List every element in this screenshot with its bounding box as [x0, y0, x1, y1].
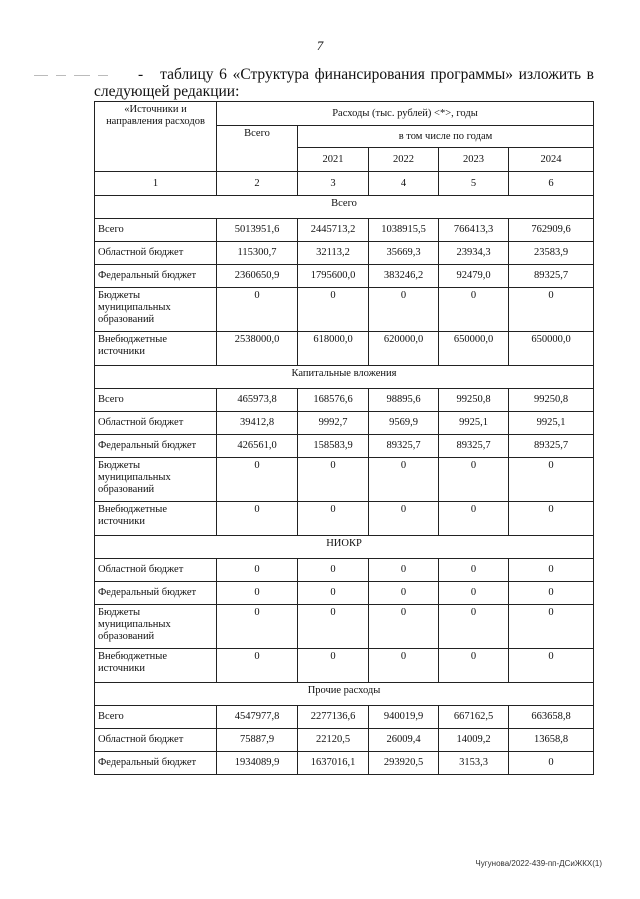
- cell-value: 22120,5: [298, 729, 369, 752]
- cell-value: 89325,7: [509, 265, 594, 288]
- cell-value: 2538000,0: [217, 332, 298, 366]
- cell-value: 0: [298, 605, 369, 649]
- cell-value: 9569,9: [369, 412, 439, 435]
- row-label: Внебюджетные источники: [95, 502, 217, 536]
- cell-value: 158583,9: [298, 435, 369, 458]
- cell-value: 0: [509, 502, 594, 536]
- cell-value: 383246,2: [369, 265, 439, 288]
- cell-value: 0: [439, 605, 509, 649]
- cell-value: 0: [509, 582, 594, 605]
- cell-value: 650000,0: [509, 332, 594, 366]
- section-title: Всего: [95, 196, 594, 219]
- cell-value: 0: [369, 605, 439, 649]
- cell-value: 0: [217, 649, 298, 683]
- cell-value: 667162,5: [439, 706, 509, 729]
- cell-value: 0: [439, 582, 509, 605]
- table-row: [95, 752, 594, 775]
- column-number: 4: [369, 172, 439, 196]
- intro-line-1: [94, 66, 594, 83]
- cell-value: 1934089,9: [217, 752, 298, 775]
- intro-dash: -: [138, 66, 144, 83]
- cell-value: 75887,9: [217, 729, 298, 752]
- cell-value: 99250,8: [509, 389, 594, 412]
- cell-value: 0: [217, 605, 298, 649]
- section-title: НИОКР: [95, 536, 594, 559]
- cell-value: 293920,5: [369, 752, 439, 775]
- cell-value: 89325,7: [369, 435, 439, 458]
- column-number: 1: [95, 172, 217, 196]
- header-total: Всего: [217, 126, 298, 172]
- table-row: [95, 219, 594, 242]
- cell-value: 9992,7: [298, 412, 369, 435]
- table-row: [95, 605, 594, 649]
- cell-value: 465973,8: [217, 389, 298, 412]
- cell-value: 0: [217, 559, 298, 582]
- row-label: Федеральный бюджет: [95, 582, 217, 605]
- cell-value: 2360650,9: [217, 265, 298, 288]
- column-number: 3: [298, 172, 369, 196]
- cell-value: 0: [298, 502, 369, 536]
- table-row: [95, 729, 594, 752]
- document-footer: Чугунова/2022-439-пп-ДСиЖКХ(1): [475, 859, 602, 868]
- table-row: [95, 502, 594, 536]
- cell-value: 0: [298, 458, 369, 502]
- cell-value: 99250,8: [439, 389, 509, 412]
- page-number: 7: [316, 38, 324, 53]
- cell-value: 89325,7: [439, 435, 509, 458]
- row-label: Всего: [95, 706, 217, 729]
- cell-value: 0: [439, 502, 509, 536]
- intro-paragraph: [94, 66, 594, 100]
- cell-value: 92479,0: [439, 265, 509, 288]
- table-row: [95, 559, 594, 582]
- cell-value: 618000,0: [298, 332, 369, 366]
- table-row: [95, 389, 594, 412]
- cell-value: 4547977,8: [217, 706, 298, 729]
- row-label: Областной бюджет: [95, 412, 217, 435]
- cell-value: 35669,3: [369, 242, 439, 265]
- cell-value: 0: [298, 582, 369, 605]
- cell-value: 0: [298, 649, 369, 683]
- cell-value: 0: [439, 458, 509, 502]
- cell-value: 98895,6: [369, 389, 439, 412]
- table-row: [95, 582, 594, 605]
- header-expenses: Расходы (тыс. рублей) <*>, годы: [217, 102, 594, 126]
- row-label: Бюджеты муниципальных образований: [95, 605, 217, 649]
- cell-value: 0: [369, 582, 439, 605]
- cell-value: 0: [298, 559, 369, 582]
- cell-value: 0: [217, 288, 298, 332]
- cell-value: 9925,1: [439, 412, 509, 435]
- row-label: Бюджеты муниципальных образований: [95, 288, 217, 332]
- cell-value: 0: [369, 649, 439, 683]
- cell-value: 0: [509, 605, 594, 649]
- cell-value: 0: [217, 502, 298, 536]
- table-row: [95, 332, 594, 366]
- cell-value: 26009,4: [369, 729, 439, 752]
- cell-value: 762909,6: [509, 219, 594, 242]
- row-label: Областной бюджет: [95, 729, 217, 752]
- table-row: [95, 265, 594, 288]
- intro-line-2: следующей редакции:: [94, 83, 240, 100]
- cell-value: 3153,3: [439, 752, 509, 775]
- cell-value: 0: [509, 458, 594, 502]
- table-row: [95, 435, 594, 458]
- row-label: Федеральный бюджет: [95, 265, 217, 288]
- column-number: 5: [439, 172, 509, 196]
- section-title: Капитальные вложения: [95, 366, 594, 389]
- cell-value: 39412,8: [217, 412, 298, 435]
- cell-value: 2277136,6: [298, 706, 369, 729]
- cell-value: 14009,2: [439, 729, 509, 752]
- cell-value: 0: [509, 752, 594, 775]
- row-label: Областной бюджет: [95, 242, 217, 265]
- cell-value: 0: [509, 559, 594, 582]
- cell-value: 620000,0: [369, 332, 439, 366]
- cell-value: 23934,3: [439, 242, 509, 265]
- cell-value: 0: [369, 559, 439, 582]
- table-row: [95, 412, 594, 435]
- cell-value: 13658,8: [509, 729, 594, 752]
- cell-value: 0: [439, 559, 509, 582]
- cell-value: 0: [298, 288, 369, 332]
- cell-value: 0: [439, 649, 509, 683]
- table-row: [95, 242, 594, 265]
- cell-value: 0: [217, 458, 298, 502]
- column-number: 6: [509, 172, 594, 196]
- cell-value: 0: [369, 502, 439, 536]
- cell-value: 2445713,2: [298, 219, 369, 242]
- cell-value: 9925,1: [509, 412, 594, 435]
- cell-value: 0: [217, 582, 298, 605]
- cell-value: 0: [439, 288, 509, 332]
- header-by-years: в том числе по годам: [298, 126, 594, 148]
- row-label: Федеральный бюджет: [95, 752, 217, 775]
- cell-value: 940019,9: [369, 706, 439, 729]
- header-year: 2023: [439, 148, 509, 172]
- cell-value: 0: [509, 649, 594, 683]
- section-title: Прочие расходы: [95, 683, 594, 706]
- row-label: Бюджеты муниципальных образований: [95, 458, 217, 502]
- row-label: Внебюджетные источники: [95, 649, 217, 683]
- intro-line-1-text: таблицу 6 «Структура финансирования программы» изложить в: [160, 66, 594, 83]
- header-year: 2022: [369, 148, 439, 172]
- row-label: Внебюджетные источники: [95, 332, 217, 366]
- header-year: 2021: [298, 148, 369, 172]
- financing-structure-table: [94, 101, 594, 775]
- row-label: Областной бюджет: [95, 559, 217, 582]
- cell-value: 89325,7: [509, 435, 594, 458]
- cell-value: 0: [509, 288, 594, 332]
- table-row: [95, 288, 594, 332]
- table-row: [95, 458, 594, 502]
- table-row: [95, 649, 594, 683]
- cell-value: 1795600,0: [298, 265, 369, 288]
- cell-value: 766413,3: [439, 219, 509, 242]
- cell-value: 0: [369, 458, 439, 502]
- cell-value: 115300,7: [217, 242, 298, 265]
- cell-value: 32113,2: [298, 242, 369, 265]
- cell-value: 1637016,1: [298, 752, 369, 775]
- cell-value: 168576,6: [298, 389, 369, 412]
- cell-value: 23583,9: [509, 242, 594, 265]
- cell-value: 5013951,6: [217, 219, 298, 242]
- table-row: [95, 706, 594, 729]
- cell-value: 0: [369, 288, 439, 332]
- cell-value: 650000,0: [439, 332, 509, 366]
- cell-value: 663658,8: [509, 706, 594, 729]
- header-sources: «Источники и направления расходов: [95, 102, 217, 172]
- column-number: 2: [217, 172, 298, 196]
- row-label: Всего: [95, 219, 217, 242]
- row-label: Федеральный бюджет: [95, 435, 217, 458]
- cell-value: 426561,0: [217, 435, 298, 458]
- cell-value: 1038915,5: [369, 219, 439, 242]
- row-label: Всего: [95, 389, 217, 412]
- header-year: 2024: [509, 148, 594, 172]
